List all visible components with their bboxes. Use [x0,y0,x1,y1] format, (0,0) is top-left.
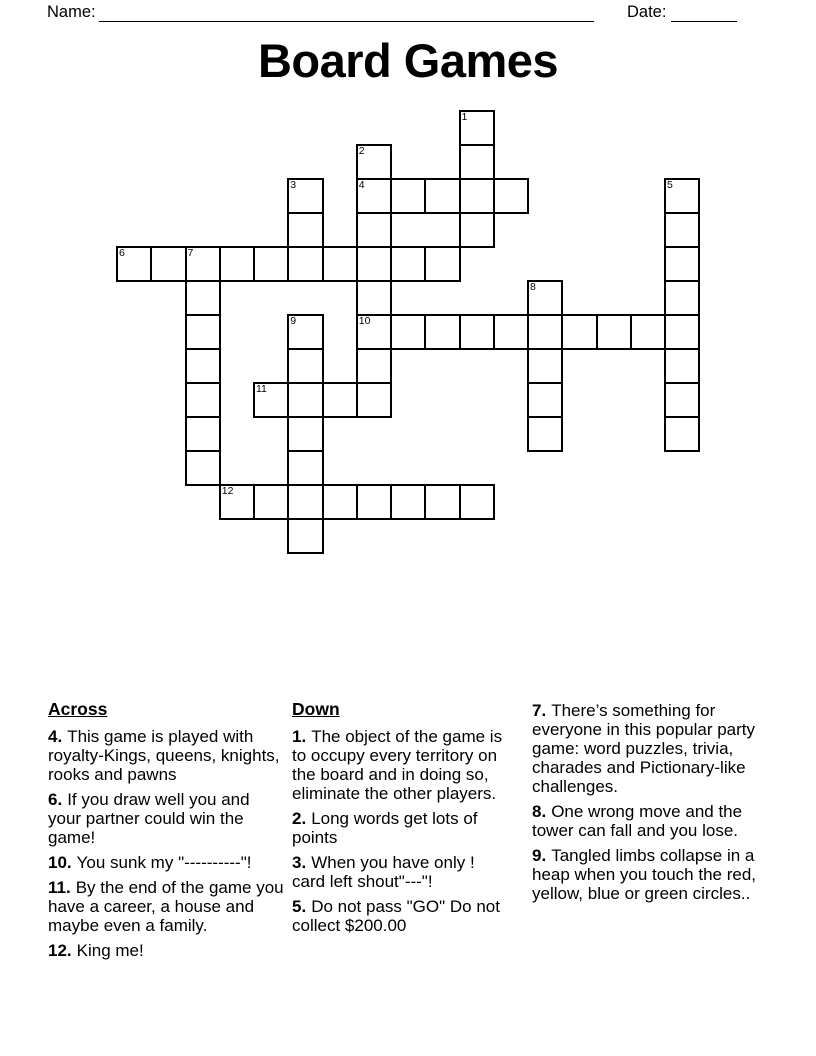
grid-cell-6-7[interactable] [356,314,392,350]
grid-cell-2-16[interactable] [664,178,700,214]
page-title: Board Games [257,34,559,87]
grid-cell-6-13[interactable] [561,314,597,350]
grid-cell-4-5[interactable] [287,246,323,282]
grid-cell-0-10[interactable] [459,110,495,146]
grid-cell-number: 5 [667,179,673,191]
clue-number: 4. [48,727,63,746]
grid-cell-2-5[interactable] [287,178,323,214]
grid-cell-4-4[interactable] [253,246,289,282]
grid-cell-6-8[interactable] [390,314,426,350]
grid-cell-4-1[interactable] [150,246,186,282]
grid-cell-4-0[interactable] [116,246,152,282]
grid-cell-number: 12 [221,485,234,497]
grid-cell-11-7[interactable] [356,484,392,520]
grid-cell-6-15[interactable] [630,314,666,350]
clue-number: 5. [292,897,307,916]
grid-cell-3-5[interactable] [287,212,323,248]
grid-cell-7-2[interactable] [185,348,221,384]
grid-cell-4-16[interactable] [664,246,700,282]
clue-number: 6. [48,790,63,809]
grid-cell-8-6[interactable] [322,382,358,418]
clue-number: 2. [292,809,307,828]
clue-down-5 [292,897,510,935]
grid-cell-6-16[interactable] [664,314,700,350]
clue-number: 9. [532,846,547,865]
grid-cell-2-11[interactable] [493,178,529,214]
clue-text: The object of the game is to occupy every territory on the board and in doing so, eliminate the other players. [292,727,503,803]
clue-text: This game is played with royalty-Kings, queens, knights, rooks and pawns [48,727,280,784]
grid-cell-10-2[interactable] [185,450,221,486]
clue-down-7 [532,701,772,796]
clue-across-12 [48,941,285,960]
grid-cell-number: 7 [187,247,194,259]
grid-cell-9-16[interactable] [664,416,700,452]
grid-cell-2-7[interactable] [356,178,392,214]
grid-cell-12-5[interactable] [287,518,323,554]
grid-cell-11-9[interactable] [424,484,460,520]
date-fill-line[interactable] [671,4,737,22]
grid-cell-11-4[interactable] [253,484,289,520]
crossword-grid [116,110,702,555]
clue-text: One wrong move and the tower can fall and you lose. [532,802,743,840]
grid-cell-7-12[interactable] [527,348,563,384]
grid-cell-8-7[interactable] [356,382,392,418]
grid-cell-number: 3 [290,179,297,191]
grid-cell-number: 8 [530,281,536,293]
clue-number: 12. [48,941,72,960]
grid-cell-2-9[interactable] [424,178,460,214]
clue-text: When you have only ! card left shout"---"! [292,853,475,891]
grid-cell-3-10[interactable] [459,212,495,248]
grid-cell-7-7[interactable] [356,348,392,384]
grid-cell-6-12[interactable] [527,314,563,350]
down-heading: Down [292,699,340,719]
grid-cell-number: 1 [461,111,468,123]
clue-text: By the end of the game you have a career, a house and maybe even a family. [48,878,284,935]
grid-cell-7-16[interactable] [664,348,700,384]
grid-cell-11-10[interactable] [459,484,495,520]
grid-cell-number: 4 [358,179,365,191]
clue-text: Long words get lots of points [292,809,478,847]
grid-cell-9-2[interactable] [185,416,221,452]
clue-number: 1. [292,727,307,746]
grid-cell-3-16[interactable] [664,212,700,248]
clue-text: There’s something for everyone in this popular party game: word puzzles, trivia, charades and Pictionary-like challenges. [532,701,756,796]
down-clues-column-continued [532,701,772,909]
name-fill-line[interactable] [99,4,594,22]
date-label: Date: [627,3,667,21]
name-label: Name: [47,3,96,21]
clue-text: Do not pass "GO" Do not collect $200.00 [292,897,500,935]
grid-cell-4-9[interactable] [424,246,460,282]
grid-cell-6-10[interactable] [459,314,495,350]
grid-cell-number: 2 [358,145,365,157]
grid-cell-9-12[interactable] [527,416,563,452]
clue-down-9 [532,846,772,903]
grid-cell-5-7[interactable] [356,280,392,316]
grid-cell-11-3[interactable] [219,484,255,520]
grid-cell-number: 9 [290,315,297,327]
down-clues-column [292,700,510,941]
grid-cell-4-7[interactable] [356,246,392,282]
grid-cell-number: 10 [358,315,371,327]
grid-cell-1-10[interactable] [459,144,495,180]
clue-text: If you draw well you and your partner could win the game! [48,790,250,847]
grid-cell-11-8[interactable] [390,484,426,520]
clue-text: You sunk my "----------"! [76,853,252,872]
clue-down-2 [292,809,510,847]
clue-text: King me! [76,941,144,960]
grid-cell-8-12[interactable] [527,382,563,418]
grid-cell-6-14[interactable] [596,314,632,350]
clue-number: 3. [292,853,307,872]
grid-cell-6-9[interactable] [424,314,460,350]
clue-number: 8. [532,802,547,821]
clue-across-11 [48,878,285,935]
grid-cell-6-11[interactable] [493,314,529,350]
grid-cell-8-2[interactable] [185,382,221,418]
grid-cell-4-3[interactable] [219,246,255,282]
grid-cell-1-7[interactable] [356,144,392,180]
grid-cell-4-6[interactable] [322,246,358,282]
grid-cell-8-16[interactable] [664,382,700,418]
grid-cell-4-2[interactable] [185,246,221,282]
across-heading: Across [48,699,108,719]
clue-number: 7. [532,701,547,720]
grid-cell-5-16[interactable] [664,280,700,316]
grid-cell-4-8[interactable] [390,246,426,282]
grid-cell-9-5[interactable] [287,416,323,452]
grid-cell-3-7[interactable] [356,212,392,248]
across-clues-column [48,700,285,966]
clue-number: 10. [48,853,72,872]
grid-cell-5-12[interactable] [527,280,563,316]
grid-cell-11-5[interactable] [287,484,323,520]
grid-cell-11-6[interactable] [322,484,358,520]
grid-cell-number: 6 [119,247,125,259]
grid-cell-2-10[interactable] [459,178,495,214]
grid-cell-6-2[interactable] [185,314,221,350]
clue-down-3 [292,853,510,891]
grid-cell-10-5[interactable] [287,450,323,486]
clue-number: 11. [48,878,71,897]
grid-cell-8-5[interactable] [287,382,323,418]
grid-cell-8-4[interactable] [253,382,289,418]
grid-cell-6-5[interactable] [287,314,323,350]
clue-across-10 [48,853,285,872]
grid-cell-number: 11 [256,383,267,395]
clue-across-6 [48,790,285,847]
clue-down-8 [532,802,772,840]
clue-text: Tangled limbs collapse in a heap when you touch the red, yellow, blue or green circles.. [532,846,756,903]
clue-across-4 [48,727,285,784]
grid-cell-5-2[interactable] [185,280,221,316]
clue-down-1 [292,727,510,803]
grid-cell-2-8[interactable] [390,178,426,214]
grid-cell-7-5[interactable] [287,348,323,384]
